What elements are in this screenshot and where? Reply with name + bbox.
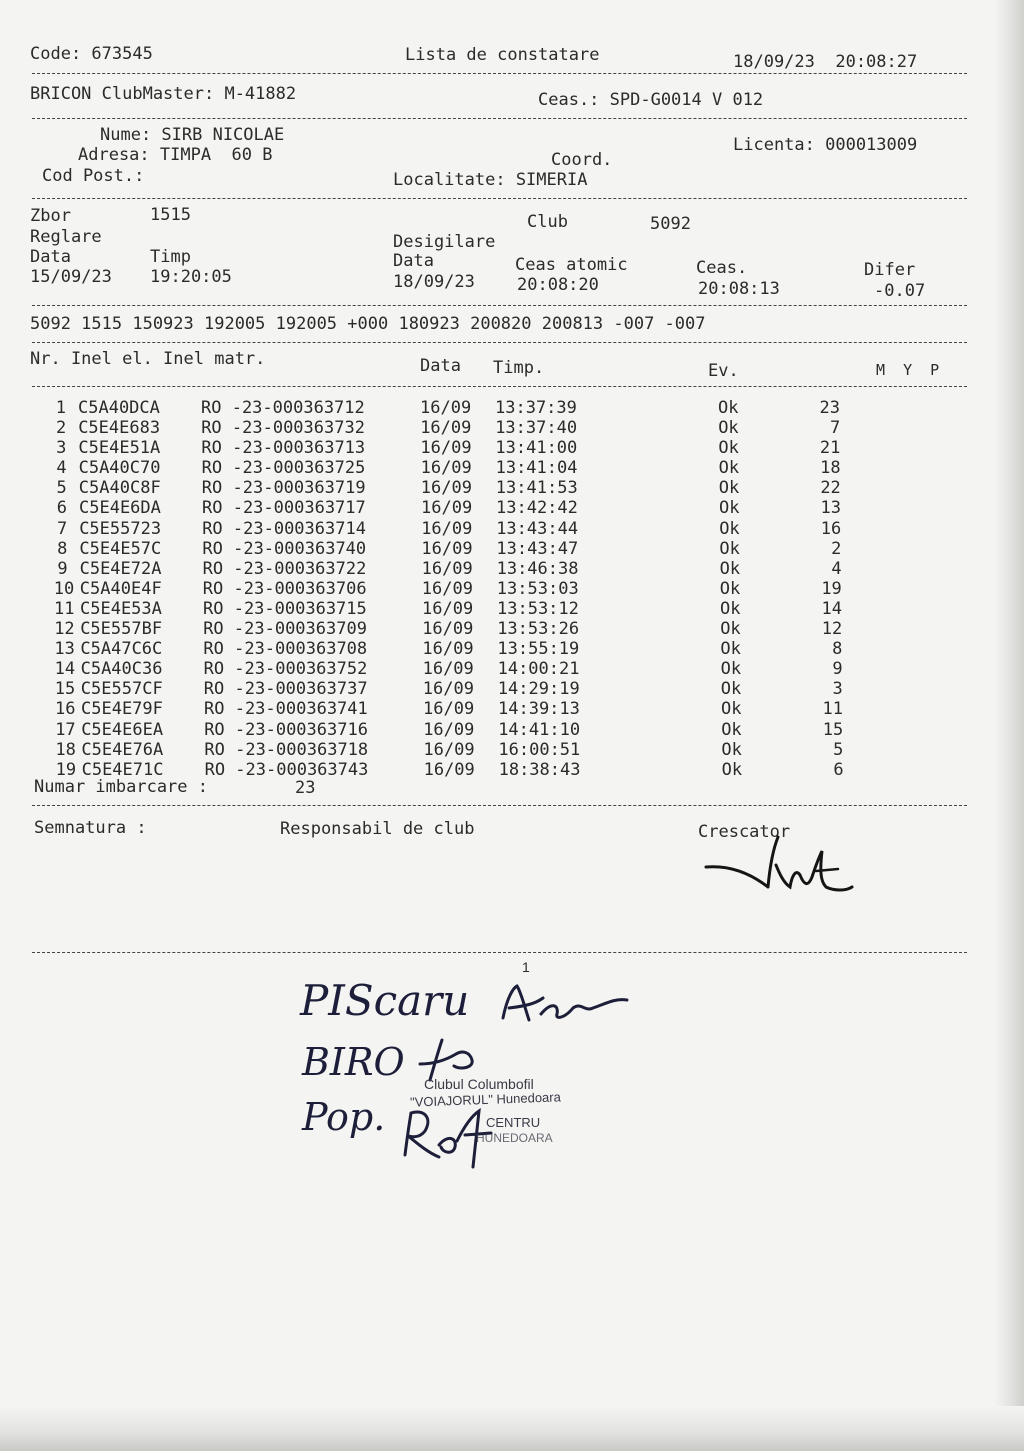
ring-registration: RO -23-000363752	[203, 659, 368, 680]
ring-electronic: C5A40DCA	[78, 398, 160, 418]
table-row	[55, 679, 855, 699]
ring-registration: RO -23-000363713	[201, 438, 366, 459]
ring-electronic: C5E4E683	[78, 418, 161, 439]
ring-electronic: C5A40C70	[78, 458, 161, 479]
arrival-date: 16/09	[422, 619, 474, 640]
event-status: Ok	[720, 659, 742, 680]
handwritten-name-3: Pop.	[302, 1095, 386, 1139]
semnatura-label: Semnatura :	[34, 818, 147, 838]
arrival-time: 14:00:21	[497, 659, 580, 680]
table-row	[54, 599, 854, 619]
ring-electronic: C5E4E79F	[81, 699, 163, 720]
order-value: 12	[821, 619, 843, 640]
summary-line: 5092 1515 150923 192005 192005 +000 180923 200820 200813 -007 -007	[30, 314, 706, 334]
arrival-time: 14:39:13	[498, 699, 580, 720]
coordinates-label: Coord.	[551, 150, 613, 170]
arrival-date: 16/09	[420, 478, 472, 499]
table-row	[52, 438, 852, 458]
row-number: 8	[57, 538, 68, 559]
handwritten-signature-1	[495, 978, 635, 1033]
code-label: Code: 673545	[30, 44, 153, 64]
responsabil-label: Responsabil de club	[280, 819, 475, 839]
document-title: Lista de constatare	[405, 45, 600, 65]
ring-registration: RO -23-000363740	[202, 538, 367, 559]
paper-edge-bottom	[0, 1406, 1024, 1451]
arrival-date: 16/09	[420, 458, 472, 479]
row-number: 10	[53, 578, 75, 599]
numar-imbarcare-label: Numar imbarcare :	[34, 777, 208, 797]
row-number: 1	[55, 398, 66, 418]
separator	[32, 386, 967, 387]
order-value: 6	[833, 759, 844, 780]
table-row	[53, 539, 853, 559]
arrival-date: 16/09	[422, 659, 474, 680]
reglare-label: Reglare	[30, 227, 102, 247]
ring-registration: RO -23-000363722	[202, 558, 367, 579]
arrival-time: 13:41:04	[495, 458, 578, 479]
owner-name: Nume: SIRB NICOLAE	[100, 125, 285, 145]
order-value: 8	[832, 639, 843, 660]
ring-registration: RO -23-000363708	[203, 639, 368, 660]
zbor-value: 1515	[150, 205, 191, 225]
row-number: 14	[54, 659, 76, 680]
separator	[32, 118, 967, 119]
row-number: 12	[54, 619, 75, 640]
ring-electronic: C5A40E4F	[79, 578, 162, 599]
arrival-time: 13:53:12	[497, 598, 579, 619]
ring-registration: RO -23-000363719	[201, 478, 366, 499]
header-nr-inel: Nr. Inel el. Inel matr.	[30, 349, 266, 369]
event-status: Ok	[718, 478, 740, 499]
order-value: 14	[821, 598, 842, 619]
ring-registration: RO -23-000363715	[203, 598, 367, 619]
desig-date: 18/09/23	[393, 272, 475, 292]
ring-electronic: C5A47C6C	[80, 639, 163, 660]
row-number: 3	[56, 438, 67, 459]
row-number: 15	[54, 679, 76, 700]
arrival-date: 16/09	[422, 598, 474, 619]
timp-label: Timp	[150, 247, 191, 267]
row-number: 6	[56, 498, 67, 519]
row-number: 16	[55, 699, 76, 720]
row-number: 13	[54, 639, 75, 660]
license-number: Licenta: 000013009	[733, 135, 918, 155]
separator	[32, 198, 967, 199]
separator	[32, 73, 967, 74]
arrival-date: 16/09	[421, 538, 473, 559]
clock-id: Ceas.: SPD-G0014 V 012	[538, 90, 764, 110]
ring-registration: RO -23-000363718	[204, 739, 369, 760]
ring-electronic: C5E4E71C	[81, 759, 164, 780]
ring-electronic: C5E4E57C	[79, 538, 162, 559]
arrival-time: 18:38:43	[498, 759, 581, 780]
order-value: 22	[820, 478, 841, 499]
pigeon-table	[52, 398, 852, 780]
club-value: 5092	[650, 214, 691, 234]
table-row	[55, 740, 855, 760]
order-value: 2	[831, 538, 842, 559]
ring-electronic: C5E4E6EA	[81, 719, 164, 740]
reglare-time: 19:20:05	[150, 267, 232, 287]
ring-registration: RO -23-000363714	[202, 518, 366, 539]
stamp-line-2: "VOIAJORUL" Hunedoara	[409, 1089, 562, 1110]
row-number: 7	[56, 518, 68, 539]
ring-electronic: C5E55723	[79, 518, 162, 539]
table-row	[53, 458, 853, 478]
ring-registration: RO -23-000363725	[201, 458, 366, 479]
atomic-clock-value: 20:08:20	[517, 275, 599, 295]
ring-registration: RO -23-000363712	[201, 398, 365, 418]
event-status: Ok	[718, 398, 739, 418]
event-status: Ok	[718, 458, 740, 479]
event-status: Ok	[721, 699, 742, 720]
atomic-clock-label: Ceas atomic	[515, 255, 628, 275]
table-row	[54, 639, 854, 659]
handwritten-name-1: PIScaru	[300, 976, 470, 1025]
table-row	[53, 478, 853, 498]
table-row	[53, 519, 853, 539]
table-row	[53, 498, 853, 518]
event-status: Ok	[719, 538, 740, 559]
clock-value: 20:08:13	[698, 279, 780, 299]
crescator-label: Crescator	[698, 822, 791, 842]
event-status: Ok	[721, 719, 742, 740]
arrival-time: 13:53:03	[496, 578, 579, 599]
order-value: 7	[829, 418, 841, 439]
ring-registration: RO -23-000363743	[204, 759, 369, 780]
table-row	[55, 699, 855, 719]
header-myp: M Y P	[876, 361, 940, 379]
event-status: Ok	[719, 498, 740, 519]
arrival-time: 13:43:44	[496, 518, 579, 539]
ring-electronic: C5E4E72A	[79, 558, 162, 579]
arrival-date: 16/09	[423, 759, 475, 780]
print-datetime: 18/09/23 20:08:27	[733, 52, 918, 72]
arrival-time: 16:00:51	[498, 739, 581, 760]
header-ev: Ev.	[708, 361, 739, 381]
stamp-line-3: CENTRU	[486, 1115, 541, 1130]
club-label: Club	[527, 212, 568, 232]
postal-code: Cod Post.:	[42, 166, 145, 186]
arrival-date: 16/09	[420, 418, 472, 439]
stamp-line-4: HUNEDOARA	[476, 1131, 553, 1145]
arrival-time: 13:41:53	[495, 478, 578, 499]
ring-registration: RO -23-000363717	[202, 498, 366, 519]
order-value: 3	[832, 679, 843, 700]
row-number: 5	[56, 478, 67, 499]
order-value: 19	[821, 578, 842, 599]
row-number: 11	[54, 598, 75, 619]
separator	[32, 952, 967, 953]
ring-registration: RO -23-000363709	[203, 619, 367, 640]
row-number: 18	[55, 739, 76, 760]
order-value: 13	[820, 498, 841, 519]
event-status: Ok	[720, 679, 742, 700]
header-data: Data	[420, 356, 461, 376]
arrival-time: 14:41:10	[498, 719, 581, 740]
row-number: 19	[55, 759, 77, 780]
ring-electronic: C5E4E51A	[78, 438, 161, 459]
table-row	[54, 619, 854, 639]
arrival-date: 16/09	[423, 739, 475, 760]
paper-edge-right	[994, 0, 1024, 1451]
arrival-date: 16/09	[421, 498, 473, 519]
clubmaster-id: BRICON ClubMaster: M-41882	[30, 84, 297, 104]
ring-registration: RO -23-000363716	[204, 719, 368, 740]
arrival-date: 16/09	[420, 438, 472, 459]
table-row	[54, 579, 854, 599]
ring-electronic: C5E4E76A	[81, 739, 164, 760]
table-row	[55, 659, 855, 679]
separator	[32, 342, 967, 343]
arrival-time: 13:53:26	[497, 619, 580, 640]
clock-label: Ceas.	[696, 258, 748, 278]
desig-data-label: Data	[393, 251, 434, 271]
header-timp: Timp.	[493, 358, 545, 378]
owner-address: Adresa: TIMPA 60 B	[78, 145, 273, 165]
arrival-date: 16/09	[422, 679, 474, 700]
arrival-time: 13:55:19	[497, 639, 580, 660]
numar-imbarcare-value: 23	[295, 778, 316, 798]
order-value: 5	[833, 739, 844, 760]
reglare-date: 15/09/23	[30, 267, 112, 287]
ring-electronic: C5E4E53A	[80, 598, 162, 619]
row-number: 17	[55, 719, 76, 740]
event-status: Ok	[719, 518, 740, 539]
arrival-date: 16/09	[421, 558, 473, 579]
arrival-time: 13:43:47	[496, 538, 579, 559]
event-status: Ok	[720, 639, 741, 660]
arrival-time: 13:37:40	[495, 418, 578, 439]
arrival-date: 16/09	[421, 578, 473, 599]
locality: Localitate: SIMERIA	[393, 170, 588, 190]
table-row	[55, 720, 855, 740]
handwritten-name-2: BIRO	[302, 1040, 405, 1084]
row-number: 4	[56, 458, 67, 479]
arrival-time: 13:46:38	[496, 558, 579, 579]
event-status: Ok	[720, 619, 741, 640]
event-status: Ok	[718, 438, 739, 459]
arrival-date: 16/09	[423, 699, 475, 720]
ring-electronic: C5E557BF	[80, 619, 163, 640]
desigilare-label: Desigilare	[393, 232, 496, 252]
event-status: Ok	[720, 598, 741, 619]
event-status: Ok	[721, 759, 743, 780]
ring-electronic: C5E557CF	[80, 679, 163, 700]
ring-electronic: C5A40C8F	[78, 478, 161, 499]
event-status: Ok	[719, 558, 741, 579]
table-row	[52, 398, 852, 418]
event-status: Ok	[721, 739, 742, 760]
order-value: 21	[819, 438, 841, 459]
data-label: Data	[30, 247, 71, 267]
difference-value: -0.07	[874, 281, 926, 301]
order-value: 4	[831, 558, 842, 579]
ring-electronic: C5A40C36	[80, 659, 163, 680]
row-number: 9	[57, 558, 68, 579]
separator	[32, 805, 967, 806]
arrival-time: 13:42:42	[496, 498, 578, 519]
breeder-signature	[698, 822, 860, 900]
separator	[32, 305, 967, 306]
order-value: 9	[832, 659, 843, 680]
arrival-time: 13:37:39	[495, 398, 577, 418]
zbor-label: Zbor	[30, 206, 71, 226]
ring-registration: RO -23-000363737	[203, 679, 368, 700]
order-value: 23	[819, 398, 840, 418]
arrival-time: 13:41:00	[495, 438, 578, 459]
arrival-date: 16/09	[421, 518, 473, 539]
ring-registration: RO -23-000363732	[201, 418, 365, 439]
table-row	[52, 418, 852, 438]
order-value: 16	[820, 518, 842, 539]
order-value: 18	[820, 458, 841, 479]
stamp-line-1: Clubul Columbofil	[424, 1076, 534, 1092]
arrival-time: 14:29:19	[497, 679, 580, 700]
difference-label: Difer	[864, 260, 916, 280]
page-number: 1	[522, 959, 530, 975]
arrival-date: 16/09	[423, 719, 475, 740]
order-value: 15	[822, 719, 844, 740]
ring-registration: RO -23-000363706	[202, 578, 367, 599]
arrival-date: 16/09	[420, 398, 472, 418]
order-value: 11	[822, 699, 843, 720]
arrival-date: 16/09	[422, 639, 474, 660]
event-status: Ok	[719, 578, 741, 599]
ring-registration: RO -23-000363741	[204, 699, 368, 720]
row-number: 2	[55, 418, 67, 439]
event-status: Ok	[718, 418, 739, 439]
table-row	[54, 559, 854, 579]
ring-electronic: C5E4E6DA	[79, 498, 161, 519]
